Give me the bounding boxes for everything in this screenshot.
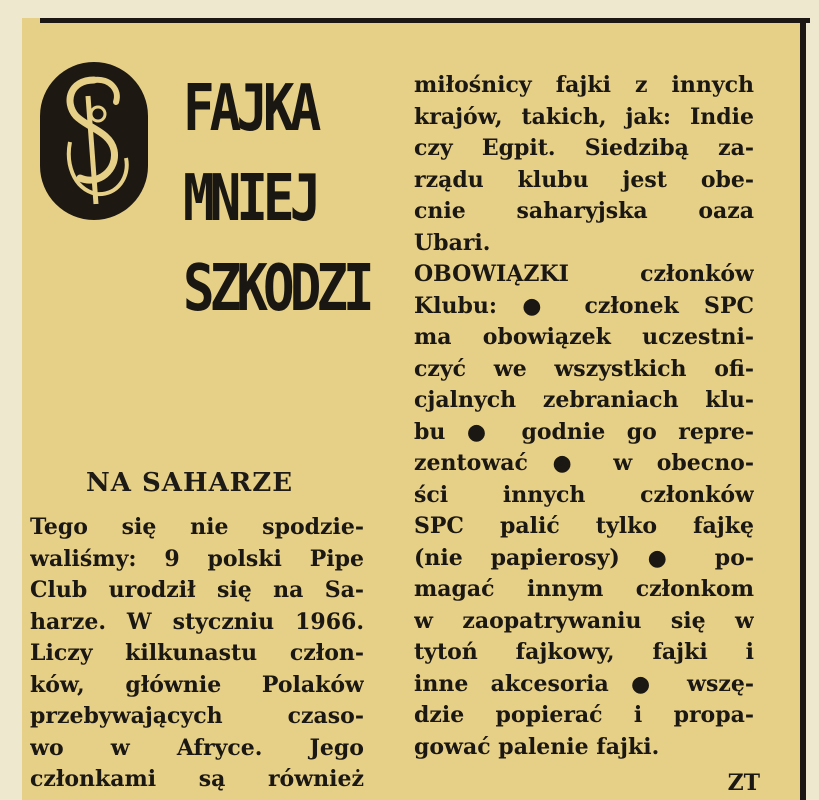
pipe-logo-icon: [40, 62, 148, 220]
text-line: Liczy kilkunastu człon-: [30, 640, 364, 666]
author-signature: ZT: [727, 770, 760, 796]
text-line: ków, głównie Polaków: [30, 671, 364, 698]
text-line: cjalnych zebraniach klu-: [414, 387, 754, 413]
text-line: OBOWIĄZKI członków: [414, 261, 754, 287]
text-line: ści innych członków: [414, 481, 754, 508]
left-column: [30, 512, 364, 796]
text-line: inne akcesoria ● wszę-: [414, 670, 754, 697]
right-rule: [800, 18, 806, 800]
text-line: SPC palić tylko fajkę: [414, 513, 754, 539]
text-line: czy Egpit. Siedzibą za-: [414, 135, 754, 161]
headline-line: SZKODZI: [183, 252, 370, 326]
text-line: harze. W styczniu 1966.: [30, 608, 364, 635]
text-line: gować palenie fajki.: [414, 733, 660, 760]
text-line: krajów, takich, jak: Indie: [414, 103, 754, 130]
text-line: tytoń fajkowy, fajki i: [414, 639, 754, 665]
text-line: bu ● godnie go repre-: [414, 418, 754, 445]
subheading: NA SAHARZE: [86, 468, 294, 498]
text-line: (nie papierosy) ● po-: [414, 544, 754, 571]
headline: [183, 64, 370, 334]
text-line: cnie saharyjska oaza: [414, 198, 754, 224]
top-rule: [40, 18, 810, 23]
text-line: zentować ● w obecno-: [414, 450, 754, 476]
text-line: wo w Afryce. Jego: [30, 734, 364, 761]
headline-line: FAJKA: [183, 72, 317, 146]
text-line: magać innym członkom: [414, 576, 754, 602]
text-line: rządu klubu jest obe-: [414, 166, 754, 193]
text-line: Klubu: ● członek SPC: [414, 292, 754, 319]
text-line: członkami są również: [30, 766, 364, 792]
right-column: [414, 70, 754, 763]
text-line: czyć we wszystkich ofi-: [414, 355, 754, 382]
text-line: Club urodził się na Sa-: [30, 577, 364, 603]
text-line: dzie popierać i propa-: [414, 702, 754, 728]
text-line: Tego się nie spodzie-: [30, 514, 364, 540]
text-line: Ubari.: [414, 229, 491, 256]
text-line: miłośnicy fajki z innych: [414, 72, 754, 98]
text-line: waliśmy: 9 polski Pipe: [30, 545, 364, 572]
text-line: ma obowiązek uczestni-: [414, 324, 754, 350]
text-line: przebywających czaso-: [30, 703, 364, 729]
text-line: w zaopatrywaniu się w: [414, 607, 754, 634]
headline-line: MNIEJ: [183, 162, 317, 236]
